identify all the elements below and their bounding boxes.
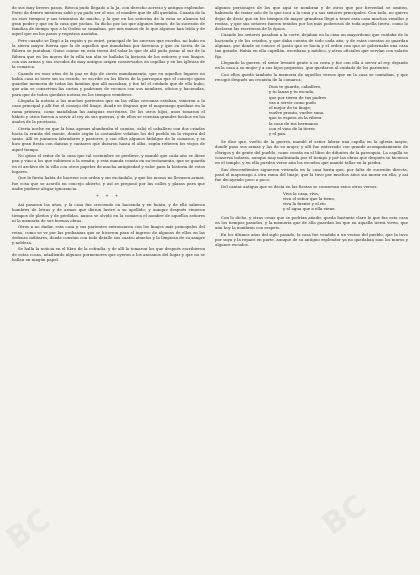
paragraph: Llegada la noticia a los muchos parientes que en las villas cercanas estaban, vinieron a la casa principal y allí fue el consejo del linaje, donde se dispuso que el mayorazgo quedase en la rama primera, como mandaban las antiguas escrituras. De los otros hijos, unos tomaron el hábito y otros fueron a servir al rey en sus guerras, y de ellos se cuentan grandes hechos en los anales de la provincia.	[12, 98, 205, 125]
verse-line: viva la fuente y el río	[283, 201, 326, 207]
verse-line: que por tierra de tus padres	[269, 94, 327, 100]
paragraph: Cuando los señores pasaban a la corte, dejaban en la casa un mayordomo que cuidaba de la hacienda y de los criados, y que daba cuenta de todo cada año; y de estas cuentas se guardan algunas, por donde se conoce el gasto que se hacía y el orden con que se gobernaba una casa tan grande. Había en ella capellán, escribano y médico, y otros oficiales que servían con salario fijo.	[215, 32, 408, 59]
paragraph: Se halla la noticia en el libro de la cofradía, y de allí la tomaron los que después escribieron de estas cosas, añadiendo algunos pormenores que oyeron a los ancianos del lugar y que no se hallan en ningún papel.	[12, 246, 205, 263]
verse-line: y el agua que a ella viene.	[283, 206, 336, 212]
paragraph: No quiso el señor de la casa que tal costumbre se perdiese, y mandó que cada año se diese pan y vino a los que subiesen a la ermita; y esta manda consta en su testamento, que se guarda en el archivo de la villa con otros papeles de mucha antigüedad y valor para la historia de estos lugares.	[12, 153, 205, 174]
paragraph: Que la fiesta había de hacerse con orden y sin escándalo, y que los mozos no llevasen armas, fue cosa que se acordó en concejo abierto, y así se pregonó por las calles y plazas para que nadie pudiese alegar ignorancia.	[12, 175, 205, 191]
verse-line: viva el señor que la tiene,	[283, 196, 336, 202]
paragraph: Llegando la guerra, el señor levantó gente a su costa y fue con ella a servir al rey, dejando en la casa a su mujer y a sus hijos pequeños, que quedaron al cuidado de los parientes.	[215, 59, 408, 71]
right-column	[215, 5, 408, 567]
verse-line: y tu lanza y tu escudo,	[269, 89, 315, 95]
library-watermark: BC	[316, 488, 373, 543]
section-divider: * * *	[96, 194, 121, 200]
paragraph: Pero cuando se llegó a la región y yo entré, principal de los sucesos que escribo, no hubo en la sierra mayor fuerza que la de aquellos que mandaban por herencia y que en tierra de la Ribera se juntaban. Quise contar en esta tierra del solar la que de allí pudo pasar al sur de la Ribera que en los muros de la villa tan alta se hallaba la historia de los señores y sus linajes, con sus armas y sus escudos de muy antiguo origen conservados en capillas y en las iglesias de la comarca.	[12, 37, 205, 70]
paragraph: Del cantar antiguo que se decía en las fiestas se conservan estos otros versos:	[221, 183, 378, 189]
article-columns	[12, 5, 408, 567]
paragraph: de sus muy breves pasos. Riveca pudo llegado a la Ja, con derecho acrecio y antiguo esplendor. Pavio de dentro mientras salió y ya pudo ser el uso, el nombre que de allí quedaba. Cuanta de la en esos tiempos y sus trasuntos de mucho, y la que en los señoríos de la zona se alzaron tal gran poder y que en la casa que yacían. Ya dicho por los que algunos hemos, de la sucesión de familias de tiempo que a la Orden se sumaban, por mis manos de lo que algunos han leído y de aquel que en los pasos y registros anotaba.	[12, 5, 205, 37]
verse-line: con el vino de la tierra	[269, 125, 315, 131]
verse-line: el mejor de tu linaje;	[269, 104, 312, 110]
paragraph: Otros a no dudar, esta casa y sus parientes entroncaron con los linajes más principales del reino, como se ve por las probanzas que se hicieron para el ingreso de algunos de ellos en las órdenes militares, donde constan con todo detalle sus cuatro abuelos y la limpieza de su sangre y nobleza.	[12, 224, 205, 246]
paragraph: Con lo dicho, y otras cosas que se podrían añadir, queda bastante claro lo que fue esta casa en los tiempos pasados, y la memoria que de ella guardan los que en aquella tierra viven, que aún hoy la nombran con respeto.	[215, 214, 408, 231]
paragraph: Cuando en esos años de la paz se dijo de cierto mandamiento, que en aquellos lugares no había casa ni torre sin su escudo, se escribe en los libros de la parroquia que el concejo quiso guardar memoria de todas las familias que allí moraban; y fue tal el cuidado que de ello hubo, que aún se conservan las cartas y padrones de vecinos con sus nombres, oficios y haciendas, para que de todos quedase noticia en los tiempos venideros.	[12, 70, 205, 97]
library-watermark: BC	[0, 502, 57, 557]
verse-block	[283, 191, 408, 212]
paragraph: Sus descendientes siguieron viviendo en la casa hasta que, por falta de sucesión directa, pasó el mayorazgo a otra rama del linaje, que la tuvo por muchos años sin morar en ella, y así fue decayendo poco a poco.	[215, 166, 408, 183]
paragraph: Así pasaron los años, y la casa fue creciendo en hacienda y en honra, y de ella salieron hombres de letras y de armas que dieron lustre a su apellido; y aunque después vinieron tiempos de pleitos y de pérdidas, nunca se olvidó en la comarca el nombre de aquellos señores ni la memoria de sus buenas obras.	[12, 202, 205, 223]
verse-block	[269, 84, 408, 136]
verse-line: Dios te guarde, caballero,	[269, 84, 322, 90]
verse-line: vas a servir como pudo	[269, 99, 316, 105]
verse-line: que te espera en la ribera	[269, 115, 322, 121]
paragraph: Con ellos quedó también la memoria de aquellos versos que en la casa se cantaban, y que recogió después un cronista de la comarca:	[215, 71, 408, 82]
left-column	[12, 5, 205, 567]
paragraph: Se dice que, vuelto de la guerra, mandó el señor labrar una capilla en la iglesia mayor, donde puso sus armas y las de su mujer, y allí fue enterrado con grande acompañamiento de clérigos y de gente del pueblo, como consta en el libro de difuntos de la parroquia. La capilla se conserva todavía, aunque muy maltratada por el tiempo y por las obras que después se hicieron en el templo, y en ella pueden verse aún los escudos que mandó tallar en la piedra.	[215, 139, 408, 166]
verse-line: Viva la casa, viva,	[283, 190, 320, 196]
paragraph: En los últimos años del siglo pasado, la casa fue vendida a un vecino del pueblo, que la tuvo por suya y la reparó en parte, aunque de su antiguo esplendor ya no quedaban sino los muros y algunos escudos.	[215, 231, 408, 248]
paragraph: algunos personajes de los que aquí se nombran y de otros que por brevedad se omiten, habiendo de tratar solo de lo que toca a la casa y a sus señores principales. Con todo, no quiero dejar de decir que en los tiempos de mayor grandeza llegó a tener esta casa muchos vasallos y rentas, y que sus señores fueron tenidos por los más poderosos de toda aquella tierra, como lo declaran las escrituras de la época.	[215, 5, 408, 32]
verse-line: vuelve pronto, vuelve sano,	[269, 110, 325, 116]
paragraph: Cierta noche en que la luna apenas alumbraba el camino, salió el caballero con dos criados hacia la ermita del monte, donde según la costumbre velaban los del pueblo en la víspera del santo. Allí se juntaron labradores y pastores, y con ellos algunos hidalgos de la comarca, y se hizo gran fiesta con danzas y cantares que duraron hasta el alba, según refieren los viejos de aquel tiempo.	[12, 125, 205, 152]
verse-line: la casa de tus hermanos	[269, 120, 319, 126]
verse-line: y el pan.	[269, 130, 287, 136]
